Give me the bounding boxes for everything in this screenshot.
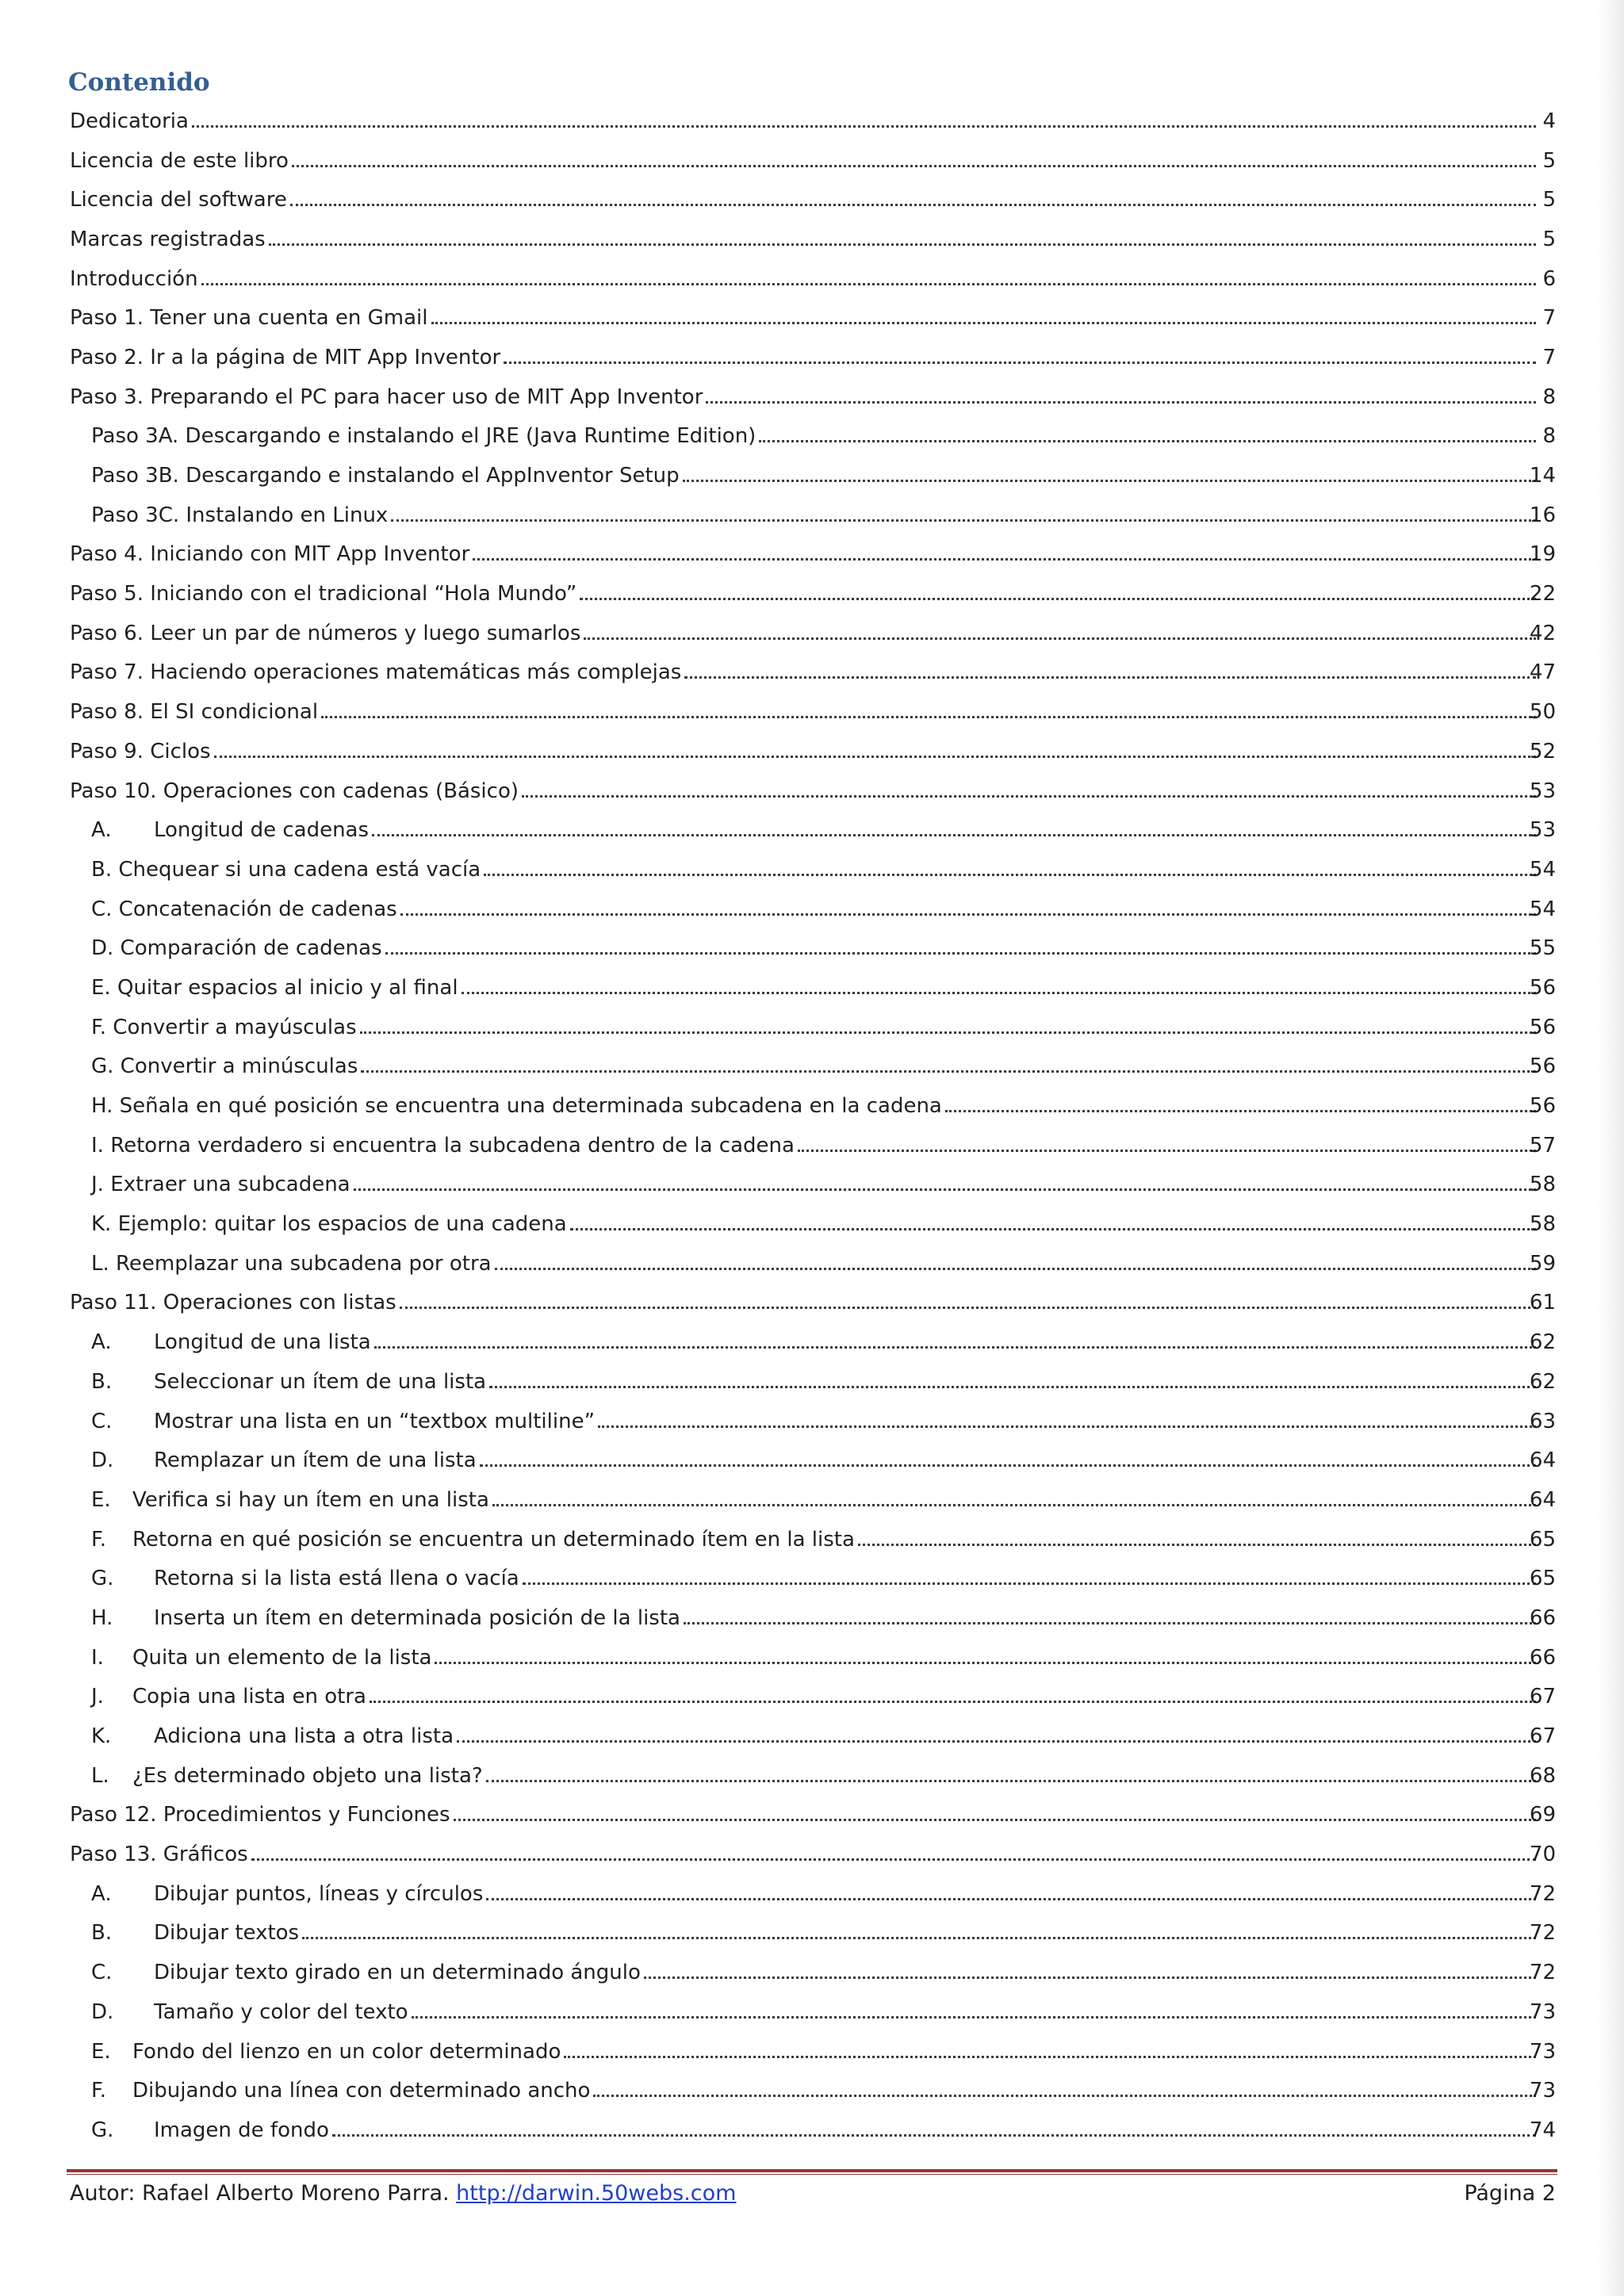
toc-entry-text (91, 1016, 1539, 1039)
toc-page-number: 8 (1542, 385, 1556, 409)
toc-page-number: 70 (1529, 1843, 1556, 1867)
toc-dot-leader (400, 913, 1536, 916)
toc-dot-leader (400, 1307, 1536, 1309)
toc-entry-letter: B. (91, 1369, 113, 1394)
toc-dot-leader (684, 1622, 1536, 1624)
toc-page-number: 7 (1542, 306, 1556, 331)
toc-page-number: 50 (1529, 700, 1556, 725)
toc-entry-text (91, 1961, 1539, 1984)
toc-entry-letter: G. (91, 1567, 114, 1591)
toc-entry-title: Paso 2. Ir a la página de MIT App Inventor (70, 345, 501, 369)
footer-rule (67, 2169, 1557, 2172)
toc-dot-leader (391, 519, 1536, 522)
toc-entry-text (91, 1488, 1539, 1512)
toc-page-number: 4 (1542, 109, 1556, 133)
toc-entry-text (70, 1291, 1539, 1314)
toc-entry-text (91, 1054, 1539, 1078)
toc-entry[interactable] (0, 1992, 1624, 2032)
toc-entry-text (70, 385, 1539, 409)
toc-entry-text (70, 1803, 1539, 1827)
toc-entry-letter: I. (91, 1645, 104, 1670)
toc-entry[interactable] (0, 417, 1624, 457)
toc-page-number: 53 (1529, 818, 1556, 843)
toc-dot-leader (372, 834, 1536, 836)
toc-entry-letter: C. (91, 1409, 113, 1433)
toc-entry[interactable] (0, 1284, 1624, 1323)
toc-entry[interactable] (0, 1874, 1624, 1914)
toc-entry[interactable] (0, 1756, 1624, 1796)
toc-entry-title: Inserta un ítem en determinada posición de la lista (154, 1605, 680, 1630)
toc-entry[interactable] (0, 1086, 1624, 1126)
toc-entry-title: Paso 9. Ciclos (70, 739, 211, 763)
toc-entry[interactable] (0, 1716, 1624, 1756)
toc-entry[interactable] (0, 1126, 1624, 1165)
page-footer (70, 2177, 1556, 2209)
toc-page-number: 58 (1529, 1173, 1556, 1197)
toc-dot-leader (370, 1701, 1536, 1703)
toc-entry[interactable] (0, 2071, 1624, 2110)
toc-dot-leader (435, 1662, 1536, 1664)
toc-dot-leader (644, 1976, 1536, 1979)
toc-entry-title: Adiciona una lista a otra lista (154, 1724, 454, 1749)
footer-link[interactable]: http://darwin.50webs.com (456, 2180, 737, 2206)
toc-entry-text (70, 740, 1539, 763)
toc-dot-leader (374, 1346, 1536, 1349)
toc-dot-leader (360, 1031, 1536, 1034)
toc-entry[interactable] (0, 2032, 1624, 2072)
toc-page-number: 59 (1529, 1251, 1556, 1276)
toc-dot-leader (486, 1780, 1536, 1782)
toc-page-number: 16 (1529, 503, 1556, 527)
toc-dot-leader (593, 2095, 1536, 2097)
toc-entry-text (91, 1528, 1539, 1552)
toc-entry-text (91, 1212, 1539, 1236)
toc-entry-title: Paso 3B. Descargando e instalando el AppInventor Setup (91, 464, 680, 488)
toc-page-number: 5 (1542, 148, 1556, 173)
toc-entry-title: Paso 3C. Instalando en Linux (91, 503, 389, 527)
toc-dot-leader (523, 1582, 1536, 1585)
toc-entry-title: Verifica si hay un ítem en una lista (132, 1487, 489, 1512)
toc-entry-text (70, 188, 1539, 212)
toc-entry-text (91, 1921, 1539, 1945)
toc-entry-title: Longitud de una lista (154, 1330, 371, 1355)
toc-entry[interactable] (0, 377, 1624, 417)
toc-entry[interactable] (0, 141, 1624, 181)
toc-page-number: 19 (1529, 542, 1556, 567)
footer-rule-thin (67, 2174, 1557, 2175)
toc-entry-letter: A. (91, 1881, 112, 1906)
toc-entry-title: E. Quitar espacios al inicio y al final (91, 975, 458, 1000)
toc-entry[interactable] (0, 1953, 1624, 1992)
toc-entry[interactable] (0, 653, 1624, 693)
toc-dot-leader (706, 401, 1536, 404)
toc-page-number: 6 (1542, 266, 1556, 291)
toc-entry[interactable] (0, 771, 1624, 811)
toc-page-number: 72 (1529, 1881, 1556, 1906)
toc-page-number: 22 (1529, 582, 1556, 607)
toc-dot-leader (214, 756, 1536, 758)
toc-entry-text (91, 1173, 1539, 1196)
toc-entry-text (70, 109, 1539, 133)
toc-entry-title: Mostrar una lista en un “textbox multiline” (154, 1409, 596, 1433)
toc-dot-leader (486, 1898, 1536, 1900)
toc-dot-leader (431, 322, 1536, 324)
toc-entry[interactable] (0, 968, 1624, 1008)
toc-entry-title: Paso 4. Iniciando con MIT App Inventor (70, 542, 470, 567)
toc-entry-text (70, 622, 1539, 645)
toc-page-number: 47 (1529, 660, 1556, 685)
toc-entry-title: Retorna en qué posición se encuentra un determinado ítem en la lista (132, 1527, 855, 1552)
toc-entry-text (91, 1252, 1539, 1276)
toc-entry-title: K. Ejemplo: quitar los espacios de una cadena (91, 1212, 567, 1237)
toc-entry[interactable] (0, 1204, 1624, 1244)
toc-page-number: 72 (1529, 1921, 1556, 1946)
toc-entry[interactable] (0, 1638, 1624, 1678)
toc-dot-leader (570, 1228, 1536, 1230)
toc-dot-leader (584, 637, 1536, 640)
toc-dot-leader (354, 1188, 1536, 1191)
toc-entry[interactable] (0, 1008, 1624, 1047)
toc-entry-title: I. Retorna verdadero si encuentra la subcadena dentro de la cadena (91, 1133, 795, 1158)
toc-entry-text (70, 582, 1539, 606)
toc-entry[interactable] (0, 1835, 1624, 1874)
toc-entry-text (91, 1882, 1539, 1906)
toc-entry-title: B. Chequear si una cadena está vacía (91, 857, 481, 882)
toc-dot-leader (495, 1268, 1536, 1270)
toc-entry-title: ¿Es determinado objeto una lista? (132, 1763, 483, 1788)
toc-page-number: 74 (1529, 2118, 1556, 2142)
toc-page-number: 54 (1529, 897, 1556, 921)
toc-entry-title: Paso 12. Procedimientos y Funciones (70, 1803, 450, 1827)
toc-entry-text (70, 228, 1539, 251)
toc-dot-leader (945, 1110, 1536, 1112)
toc-page-number: 66 (1529, 1605, 1556, 1630)
toc-entry-text (91, 2000, 1539, 2024)
toc-page-number: 56 (1529, 1094, 1556, 1119)
toc-entry-title: Quita un elemento de la lista (132, 1645, 432, 1670)
toc-entry-letter: C. (91, 1961, 113, 1985)
toc-entry-text (91, 1567, 1539, 1590)
toc-entry[interactable] (0, 1559, 1624, 1598)
toc-entry-title: H. Señala en qué posición se encuentra una determinada subcadena en la cadena (91, 1094, 942, 1119)
toc-dot-leader (759, 440, 1536, 442)
toc-entry-letter: D. (91, 1999, 114, 2024)
toc-entry-title: Longitud de cadenas (154, 818, 370, 843)
toc-entry-title: Paso 7. Haciendo operaciones matemáticas más complejas (70, 660, 682, 685)
toc-page-number: 8 (1542, 424, 1556, 449)
toc-entry[interactable] (0, 1244, 1624, 1284)
toc-dot-leader (484, 874, 1536, 876)
toc-entry-title: Marcas registradas (70, 227, 266, 251)
toc-dot-leader (457, 1740, 1536, 1743)
toc-entry-text (91, 1134, 1539, 1158)
toc-entry[interactable] (0, 810, 1624, 850)
toc-entry[interactable] (0, 614, 1624, 653)
toc-entry[interactable] (0, 1796, 1624, 1835)
toc-page-number: 67 (1529, 1685, 1556, 1709)
toc-entry[interactable] (0, 496, 1624, 535)
toc-entry-text (70, 306, 1539, 330)
toc-dot-leader (269, 243, 1536, 246)
toc-entry-title: Fondo del lienzo en un color determinado (132, 2039, 561, 2064)
toc-page-number: 56 (1529, 1015, 1556, 1039)
toc-entry[interactable] (0, 101, 1624, 141)
toc-entry-text (70, 346, 1539, 369)
toc-entry[interactable] (0, 1598, 1624, 1638)
toc-dot-leader (332, 2134, 1536, 2137)
toc-entry[interactable] (0, 574, 1624, 614)
toc-entry-letter: K. (91, 1724, 112, 1749)
toc-dot-leader (480, 1464, 1536, 1467)
toc-entry-title: Dedicatoria (70, 109, 189, 133)
toc-entry-text (70, 542, 1539, 566)
toc-entry-text (70, 700, 1539, 724)
toc-entry-title: Imagen de fondo (154, 2118, 329, 2142)
toc-entry-text (91, 2040, 1539, 2064)
toc-page-number: 57 (1529, 1133, 1556, 1158)
toc-page-number: 53 (1529, 779, 1556, 803)
toc-entry-title: J. Extraer una subcadena (91, 1173, 350, 1197)
toc-entry[interactable] (0, 1480, 1624, 1520)
toc-dot-leader (292, 165, 1536, 167)
toc-entry-title: Paso 13. Gráficos (70, 1843, 248, 1867)
toc-entry-text (91, 1606, 1539, 1630)
toc-entry[interactable] (0, 1441, 1624, 1480)
toc-page-number: 54 (1529, 857, 1556, 882)
toc-entry[interactable] (0, 180, 1624, 220)
toc-page-number: 73 (1529, 2079, 1556, 2103)
toc-page-number: 5 (1542, 188, 1556, 212)
toc-entry-text (91, 1646, 1539, 1670)
toc-page-number: 56 (1529, 975, 1556, 1000)
toc-page-number: 62 (1529, 1330, 1556, 1355)
toc-entry[interactable] (0, 456, 1624, 496)
toc-page-number: 69 (1529, 1803, 1556, 1827)
toc-entry-text (91, 897, 1539, 921)
toc-entry-title: Remplazar un ítem de una lista (154, 1448, 477, 1473)
toc-entry-letter: G. (91, 2118, 114, 2142)
toc-page-number: 61 (1529, 1291, 1556, 1315)
toc-entry[interactable] (0, 928, 1624, 968)
toc-entry-title: Paso 8. El SI condicional (70, 700, 319, 725)
toc-page-number: 7 (1542, 345, 1556, 369)
toc-entry[interactable] (0, 535, 1624, 575)
toc-entry[interactable] (0, 1914, 1624, 1954)
toc-entry-title: Paso 3. Preparando el PC para hacer uso de MIT App Inventor (70, 385, 703, 409)
toc-entry-text (70, 660, 1539, 684)
toc-entry[interactable] (0, 1520, 1624, 1559)
toc-entry-text (70, 779, 1539, 803)
toc-page-number: 62 (1529, 1369, 1556, 1394)
toc-entry-title: Dibujar puntos, líneas y círculos (154, 1881, 484, 1906)
toc-entry[interactable] (0, 259, 1624, 299)
toc-entry-text (91, 858, 1539, 882)
toc-entry-title: Paso 10. Operaciones con cadenas (Básico) (70, 779, 519, 803)
toc-entry-title: Seleccionar un ítem de una lista (154, 1369, 487, 1394)
toc-entry[interactable] (0, 220, 1624, 259)
toc-page-number: 68 (1529, 1763, 1556, 1788)
toc-page-number: 65 (1529, 1527, 1556, 1552)
toc-entry[interactable] (0, 732, 1624, 771)
table-of-contents (0, 101, 1624, 2150)
toc-dot-leader (598, 1425, 1536, 1428)
toc-page-number: 52 (1529, 739, 1556, 763)
toc-entry-text (91, 818, 1539, 842)
toc-entry-text (91, 1685, 1539, 1709)
toc-entry-title: Paso 6. Leer un par de números y luego sumarlos (70, 621, 581, 645)
toc-dot-leader (798, 1150, 1536, 1152)
toc-entry-letter: A. (91, 1330, 112, 1355)
toc-entry-title: Paso 1. Tener una cuenta en Gmail (70, 306, 428, 331)
toc-entry-text (70, 149, 1539, 173)
toc-page-number: 72 (1529, 1961, 1556, 1985)
toc-dot-leader (684, 676, 1536, 679)
toc-entry-title: D. Comparación de cadenas (91, 936, 382, 961)
toc-page-number: 65 (1529, 1567, 1556, 1591)
toc-entry[interactable] (0, 1362, 1624, 1402)
toc-dot-leader (321, 716, 1536, 718)
toc-entry[interactable] (0, 850, 1624, 890)
toc-entry[interactable] (0, 1678, 1624, 1717)
toc-dot-leader (522, 795, 1536, 798)
toc-entry-letter: L. (91, 1763, 109, 1788)
toc-entry-text (91, 1330, 1539, 1354)
toc-page-number: 66 (1529, 1645, 1556, 1670)
toc-entry-text (70, 267, 1539, 291)
toc-page-number: 42 (1529, 621, 1556, 645)
toc-entry-title: C. Concatenación de cadenas (91, 897, 397, 921)
footer-author: Autor: Rafael Alberto Moreno Parra. (70, 2180, 457, 2206)
toc-entry-letter: H. (91, 1605, 113, 1630)
toc-page-number: 64 (1529, 1448, 1556, 1473)
toc-entry[interactable] (0, 1402, 1624, 1441)
toc-entry-title: Dibujando una línea con determinado ancho (132, 2079, 591, 2103)
toc-entry-letter: E. (91, 1487, 111, 1512)
toc-page-number: 64 (1529, 1487, 1556, 1512)
toc-dot-leader (361, 1070, 1536, 1073)
toc-dot-leader (564, 2056, 1536, 2058)
toc-entry-title: L. Reemplazar una subcadena por otra (91, 1251, 492, 1276)
toc-entry-letter: J. (91, 1685, 104, 1709)
toc-page-number: 63 (1529, 1409, 1556, 1433)
toc-entry-title: Paso 5. Iniciando con el tradicional “Hola Mundo” (70, 582, 577, 607)
toc-entry-letter: A. (91, 818, 112, 843)
toc-dot-leader (201, 283, 1536, 285)
toc-dot-leader (462, 992, 1536, 994)
toc-entry-text (91, 2079, 1539, 2103)
toc-page-number: 58 (1529, 1212, 1556, 1237)
toc-entry-text (91, 936, 1539, 960)
toc-page-number: 5 (1542, 227, 1556, 251)
toc-entry-text (70, 1843, 1539, 1866)
toc-entry-text (91, 1448, 1539, 1472)
toc-entry-title: Paso 11. Operaciones con listas (70, 1291, 396, 1315)
toc-dot-leader (489, 1386, 1536, 1388)
toc-page-number: 73 (1529, 1999, 1556, 2024)
toc-entry[interactable] (0, 1165, 1624, 1205)
toc-entry-text (91, 424, 1539, 448)
toc-page-number: 67 (1529, 1724, 1556, 1749)
toc-entry-letter: F. (91, 1527, 107, 1552)
toc-entry-text (91, 2118, 1539, 2142)
toc-dot-leader (385, 952, 1536, 955)
footer-page-number: Página 2 (1464, 2180, 1556, 2206)
toc-entry-title: G. Convertir a minúsculas (91, 1054, 358, 1079)
toc-entry-title: Paso 3A. Descargando e instalando el JRE (Java Runtime Edition) (91, 424, 756, 449)
toc-dot-leader (412, 2016, 1536, 2019)
toc-entry[interactable] (0, 1047, 1624, 1087)
toc-dot-leader (504, 362, 1536, 364)
toc-entry[interactable] (0, 890, 1624, 929)
toc-entry-title: Tamaño y color del texto (154, 1999, 408, 2024)
toc-entry-title: F. Convertir a mayúsculas (91, 1015, 357, 1039)
toc-entry-text (91, 1724, 1539, 1748)
toc-entry-letter: D. (91, 1448, 114, 1473)
toc-dot-leader (192, 125, 1536, 128)
toc-entry[interactable] (0, 2110, 1624, 2150)
toc-entry-title: Licencia de este libro (70, 148, 289, 173)
toc-entry-letter: E. (91, 2039, 111, 2064)
toc-entry[interactable] (0, 1322, 1624, 1362)
toc-entry-text (91, 1764, 1539, 1788)
toc-entry-title: Introducción (70, 266, 198, 291)
toc-dot-leader (454, 1819, 1536, 1821)
toc-entry-text (91, 503, 1539, 527)
toc-dot-leader (473, 558, 1536, 561)
toc-entry-title: Retorna si la lista está llena o vacía (154, 1567, 519, 1591)
toc-entry[interactable] (0, 298, 1624, 338)
toc-entry-title: Licencia del software (70, 188, 287, 212)
toc-dot-leader (290, 204, 1536, 206)
toc-heading: Contenido (68, 68, 210, 97)
toc-dot-leader (251, 1858, 1536, 1861)
toc-entry-text (91, 976, 1539, 1000)
toc-dot-leader (683, 480, 1536, 482)
toc-dot-leader (492, 1504, 1536, 1506)
toc-entry-text (91, 1410, 1539, 1433)
toc-dot-leader (580, 598, 1536, 600)
toc-entry-letter: F. (91, 2079, 107, 2103)
toc-entry[interactable] (0, 338, 1624, 377)
toc-entry-text (91, 1094, 1539, 1118)
toc-entry-title: Dibujar texto girado en un determinado ángulo (154, 1961, 641, 1985)
toc-entry-title: Copia una lista en otra (132, 1685, 366, 1709)
toc-page-number: 14 (1529, 464, 1556, 488)
toc-entry-letter: B. (91, 1921, 113, 1946)
toc-entry-text (91, 1370, 1539, 1394)
toc-entry-title: Dibujar textos (154, 1921, 300, 1946)
toc-dot-leader (858, 1544, 1536, 1546)
toc-entry[interactable] (0, 692, 1624, 732)
toc-page-number: 56 (1529, 1054, 1556, 1079)
toc-entry-text (91, 464, 1539, 488)
toc-dot-leader (302, 1937, 1536, 1939)
toc-page-number: 55 (1529, 936, 1556, 961)
toc-page-number: 73 (1529, 2039, 1556, 2064)
